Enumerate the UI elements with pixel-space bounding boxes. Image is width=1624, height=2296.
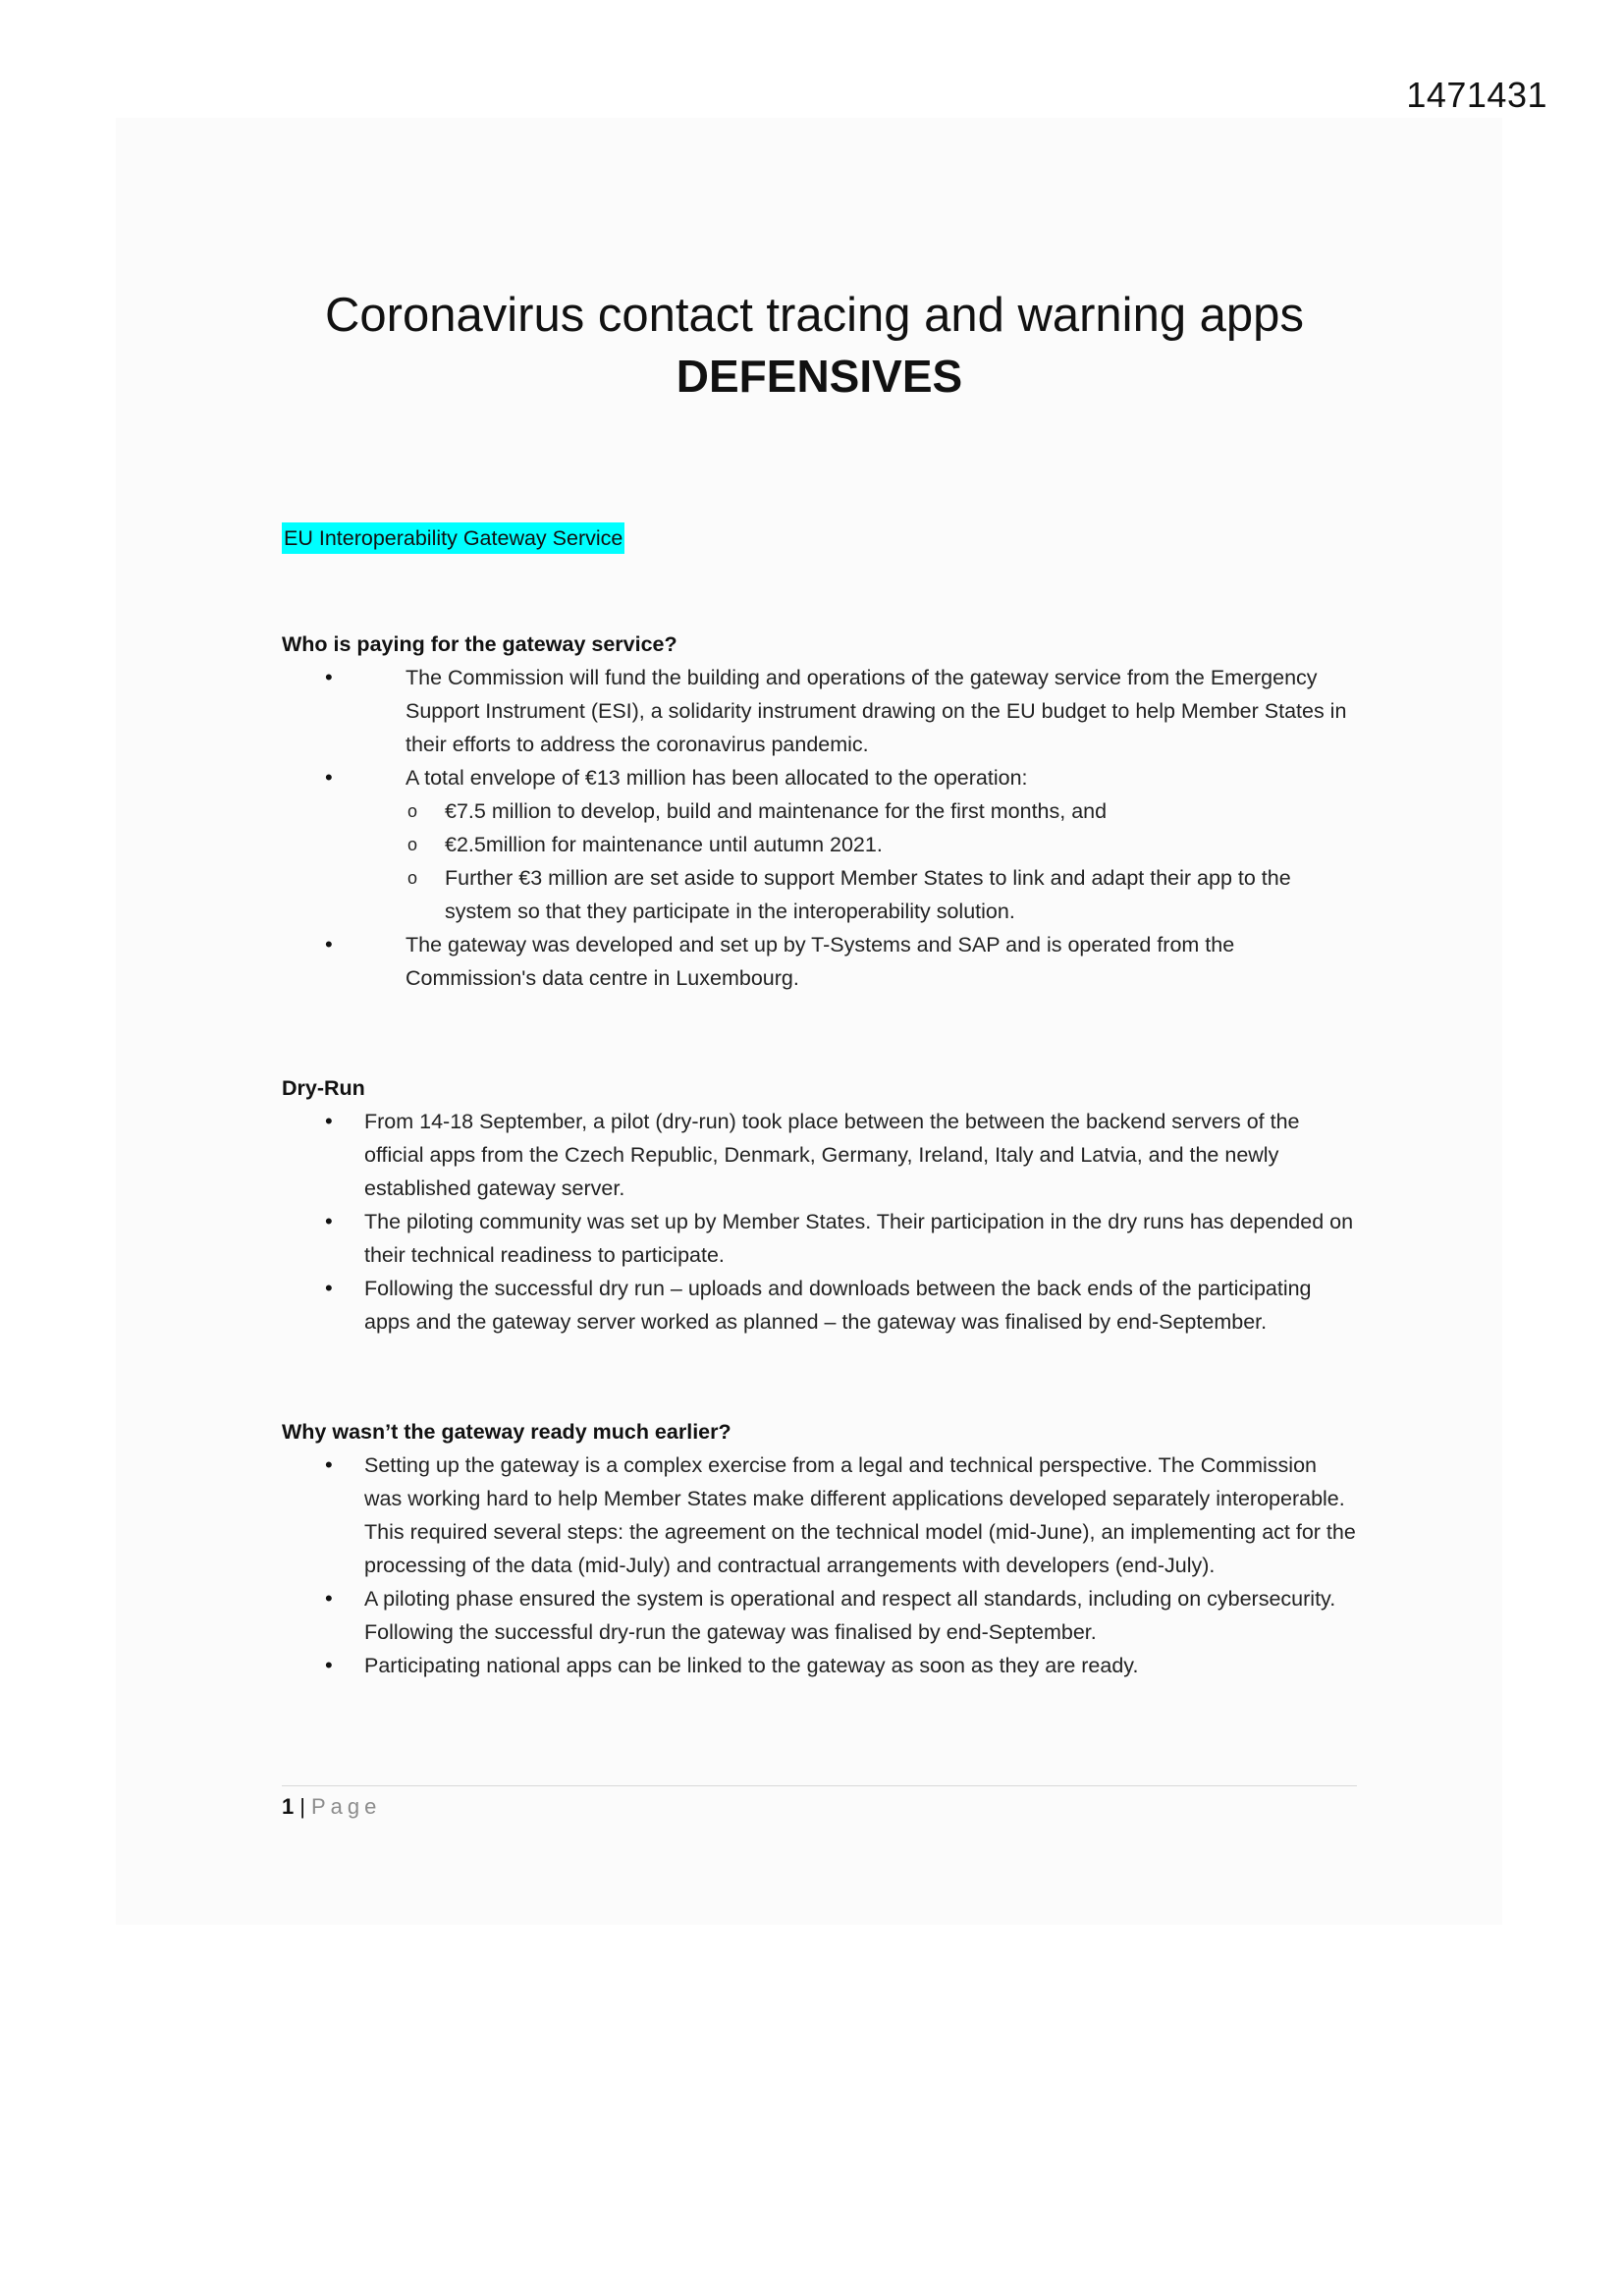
bullet-icon: • (325, 932, 333, 957)
sub-list-item-text: €2.5million for maintenance until autumn 2021. (445, 833, 883, 856)
list-item-text: The Commission will fund the building and operations of the gateway service from the Emergency Support Instrument (ESI), a solidarity instrument drawing on the EU budget to help Member States in their efforts to address the coronavirus pandemic. (406, 666, 1347, 756)
list-item-text: The gateway was developed and set up by T-Systems and SAP and is operated from the Commission's data centre in Luxembourg. (406, 933, 1235, 990)
list-item (282, 1272, 1357, 1339)
bullet-icon: • (325, 1276, 333, 1300)
bullet-icon: • (325, 765, 333, 790)
circle-bullet-icon: o (407, 801, 418, 821)
page-number: 1 (282, 1794, 295, 1819)
circle-bullet-icon: o (407, 868, 418, 888)
list-item (282, 1205, 1357, 1272)
sub-list-item (406, 861, 1357, 928)
bullet-icon: • (325, 1109, 333, 1133)
bullet-icon: • (325, 665, 333, 689)
sub-list-item (406, 828, 1357, 861)
bullet-icon: • (325, 1209, 333, 1233)
bullet-icon: • (325, 1452, 333, 1477)
section-heading-delay: Why wasn’t the gateway ready much earlier? (282, 1420, 731, 1444)
list-item-text: Setting up the gateway is a complex exercise from a legal and technical perspective. The Commission was working hard to help Member States make different applications developed separately interoperable. This required several steps: the agreement on the technical model (mid-June), an implementing act for the processing of the data (mid-July) and contractual arrangements with developers (end-July). (364, 1453, 1356, 1577)
funding-list (282, 661, 1357, 995)
section-heading-dry-run: Dry-Run (282, 1076, 365, 1100)
document-title: Coronavirus contact tracing and warning apps (325, 289, 1304, 342)
bullet-icon: • (325, 1653, 333, 1677)
sub-list-item-text: €7.5 million to develop, build and maintenance for the first months, and (445, 799, 1108, 823)
list-item-text: From 14-18 September, a pilot (dry-run) took place between the between the backend servers of the official apps from the Czech Republic, Denmark, Germany, Ireland, Italy and Latvia, and the newly established gateway server. (364, 1110, 1300, 1200)
list-item-text: A total envelope of €13 million has been allocated to the operation: (406, 766, 1028, 790)
list-item-text: Participating national apps can be linked to the gateway as soon as they are ready. (364, 1654, 1139, 1677)
list-item (282, 761, 1357, 928)
document-body (282, 285, 1357, 1682)
document-subtitle: DEFENSIVES (676, 351, 963, 402)
dry-run-list (282, 1105, 1357, 1339)
sub-list-item (406, 794, 1357, 828)
list-item-text: A piloting phase ensured the system is operational and respect all standards, including on cybersecurity. Following the successful dry-run the gateway was finalised by end-September. (364, 1587, 1336, 1644)
list-item (282, 1582, 1357, 1649)
funding-sublist (406, 794, 1357, 928)
list-item (282, 1449, 1357, 1582)
list-item-text: Following the successful dry run – uploads and downloads between the back ends of the participating apps and the gateway server worked as planned – the gateway was finalised by end-September. (364, 1277, 1312, 1334)
section-heading-funding: Who is paying for the gateway service? (282, 632, 677, 656)
list-item (282, 928, 1357, 995)
document-id: 1471431 (1406, 75, 1547, 115)
circle-bullet-icon: o (407, 835, 418, 854)
page-footer (282, 1785, 1357, 1822)
list-item (282, 661, 1357, 761)
footer-separator: | (299, 1794, 305, 1819)
list-item (282, 1105, 1357, 1205)
list-item (282, 1649, 1357, 1682)
sub-list-item-text: Further €3 million are set aside to support Member States to link and adapt their app to the system so that they participate in the interoperability solution. (445, 866, 1291, 923)
page-label: Page (310, 1794, 382, 1819)
bullet-icon: • (325, 1586, 333, 1611)
highlighted-topic-label: EU Interoperability Gateway Service (282, 522, 624, 554)
list-item-text: The piloting community was set up by Member States. Their participation in the dry runs has depended on their technical readiness to participate. (364, 1210, 1354, 1267)
delay-list (282, 1449, 1357, 1682)
